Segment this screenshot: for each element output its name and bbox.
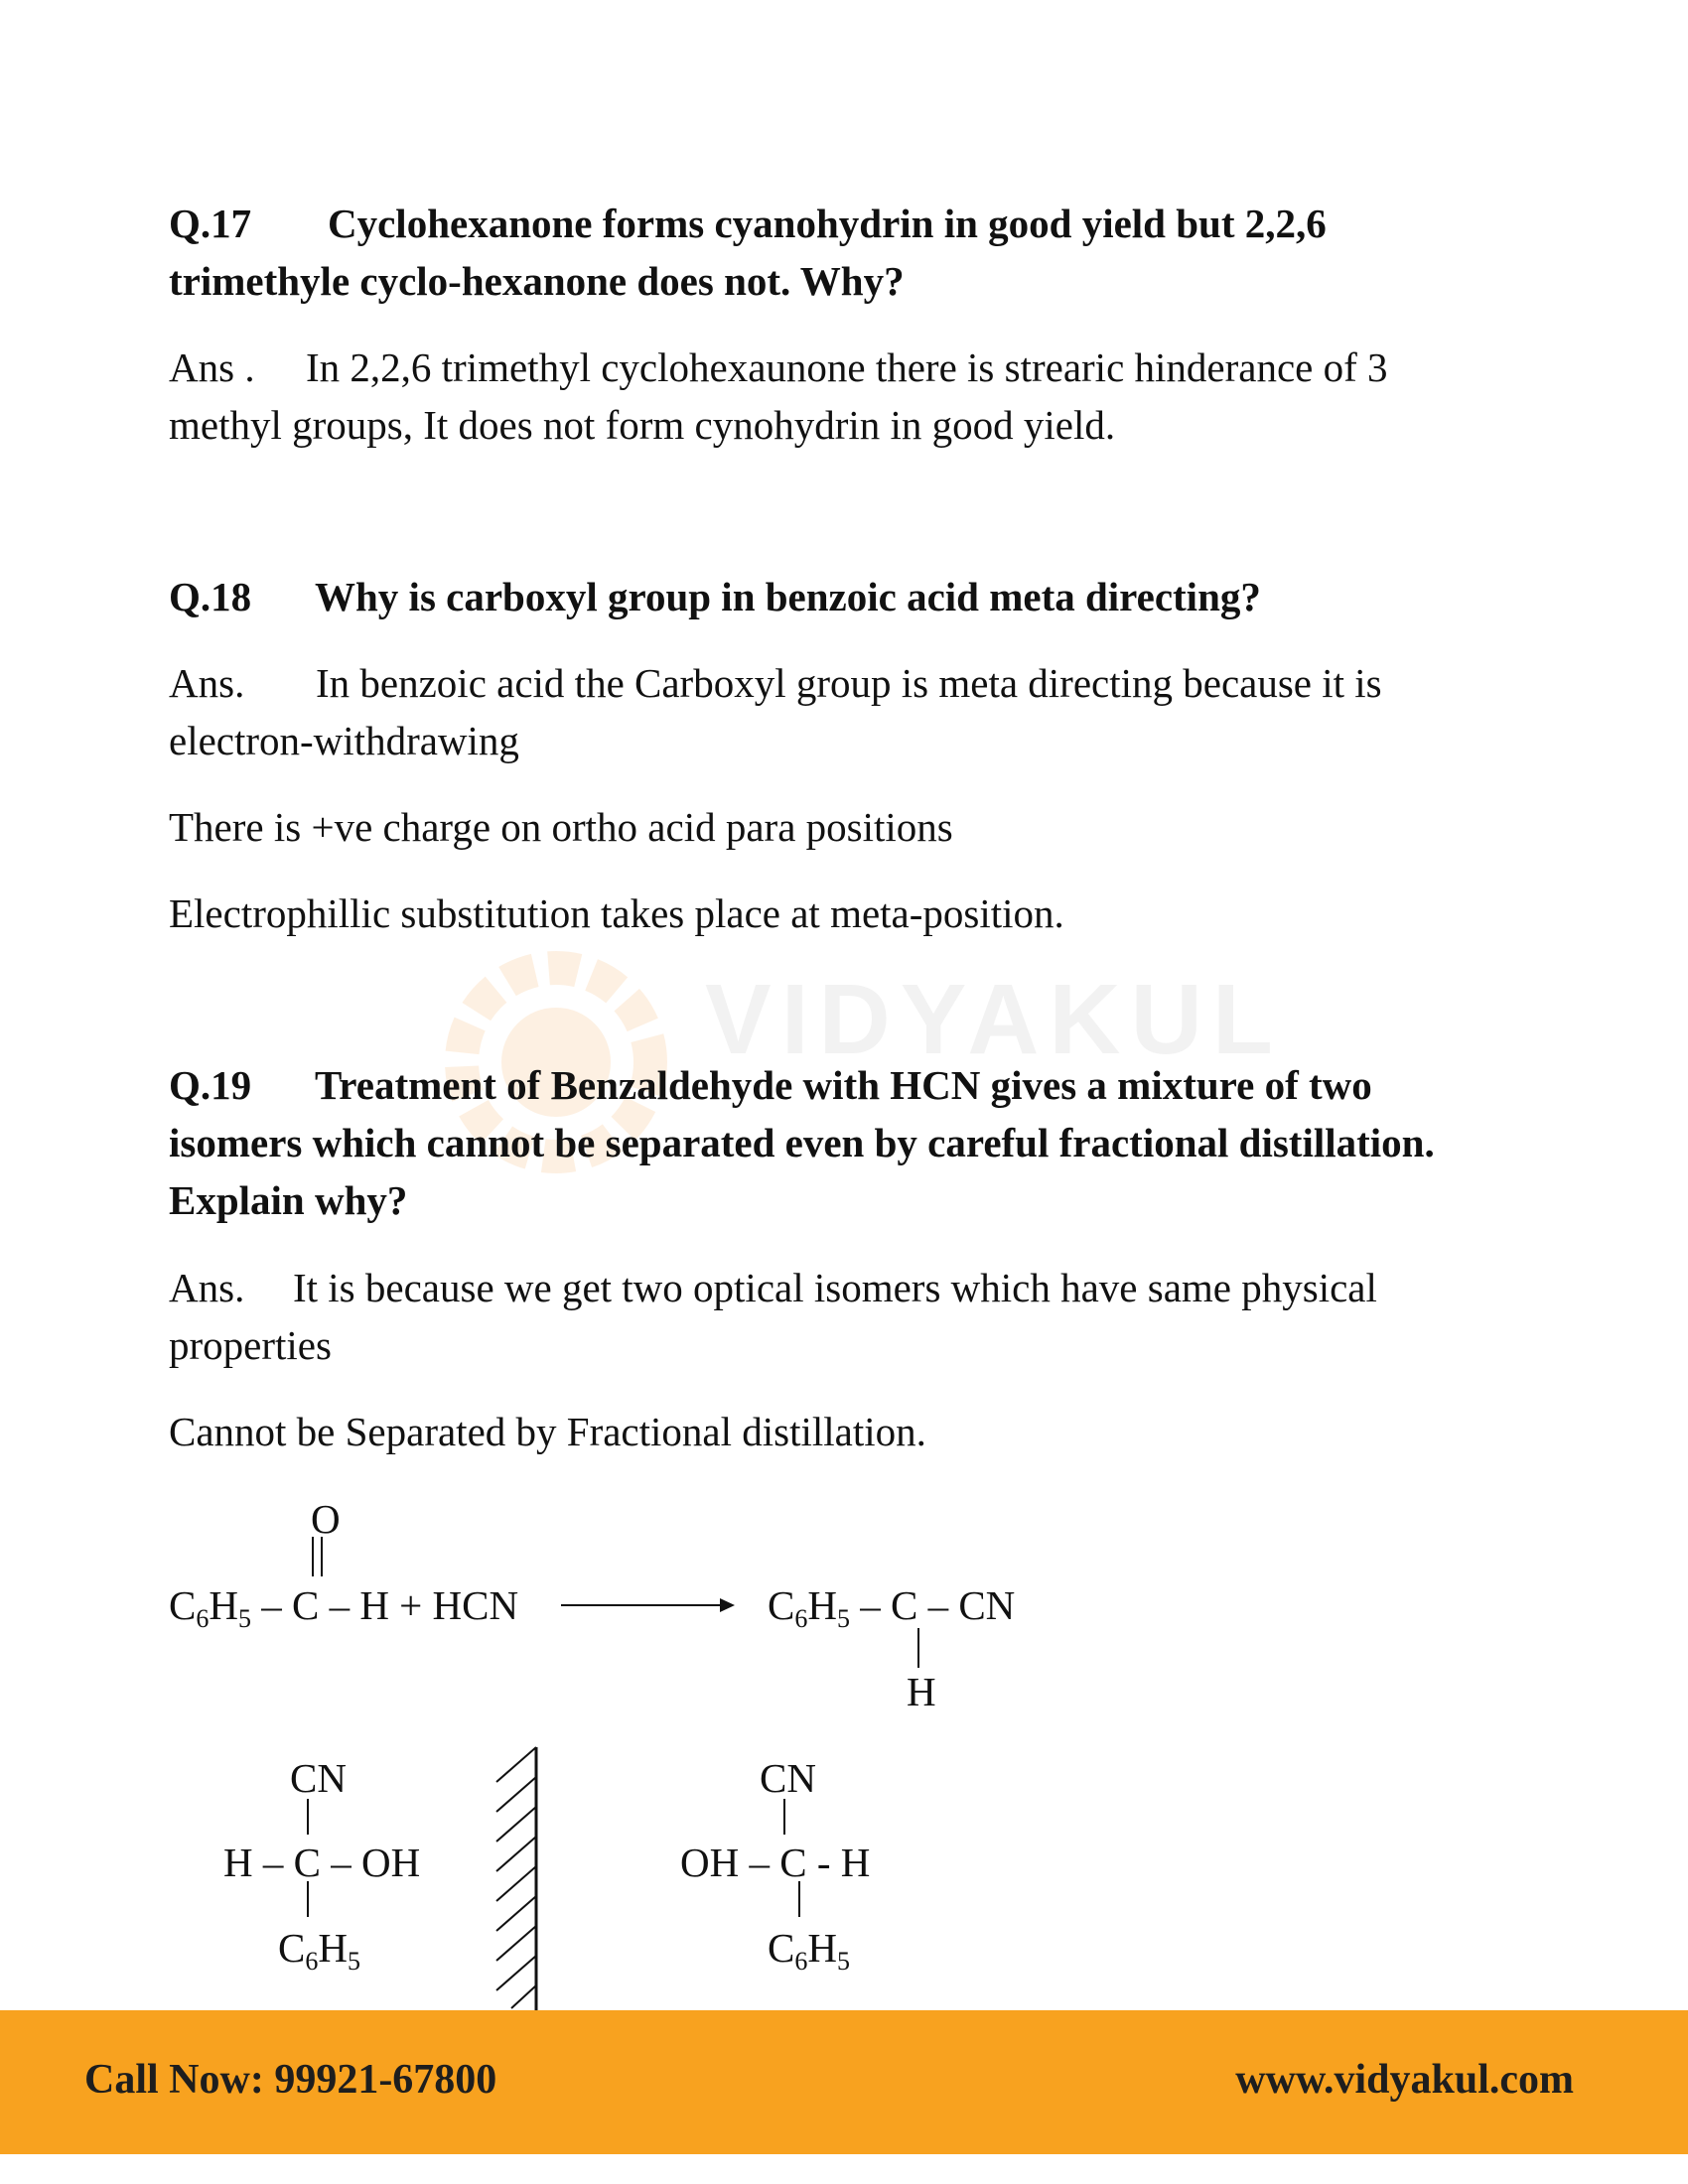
q17-question <box>169 195 1559 310</box>
isomer-left-middle: H – C – OH <box>223 1840 421 1885</box>
isomer-left-top: CN <box>290 1755 347 1801</box>
q18-answer-line2: electron-withdrawing <box>169 718 519 763</box>
q18-question <box>169 568 1559 625</box>
q19-number: Q.19 <box>169 1062 252 1108</box>
footer-bar <box>0 2010 1688 2154</box>
q19-answer-line2: properties <box>169 1322 332 1368</box>
q17-ans-label: Ans . <box>169 344 255 390</box>
isomer-right-top: CN <box>760 1755 816 1801</box>
website-link[interactable]: www.vidyakul.com <box>1235 2057 1574 2103</box>
mirror-plane <box>487 1742 546 2010</box>
bond-line <box>303 1881 313 1919</box>
q18-para2: There is +ve charge on ortho acid para positions <box>169 804 953 850</box>
isomer-left-bottom: $C_6H_5$ <box>278 1925 360 1976</box>
q19-answer-line1: It is because we get two optical isomers which have same physical <box>293 1265 1377 1310</box>
q18-answer-line1: In benzoic acid the Carboxyl group is meta directing because it is <box>316 660 1382 706</box>
reactant-formula: $C_6H_5$ – C – H + HCN <box>169 1582 519 1633</box>
bond-line <box>779 1799 789 1837</box>
reaction-oxygen: O <box>311 1496 341 1542</box>
q17-question-line1: Cyclohexanone forms cyanohydrin in good yield but 2,2,6 <box>328 201 1327 246</box>
q18-question-text: Why is carboxyl group in benzoic acid meta directing? <box>315 574 1261 619</box>
q17-answer <box>169 339 1559 454</box>
product-hydrogen: H <box>907 1669 936 1714</box>
bond-line <box>303 1799 313 1837</box>
q18-ans-label: Ans. <box>169 660 245 706</box>
double-bond <box>308 1537 328 1578</box>
q18-number: Q.18 <box>169 574 252 619</box>
q19-question-line3: Explain why? <box>169 1177 408 1223</box>
q17-question-line2: trimethyle cyclo-hexanone does not. Why? <box>169 258 905 304</box>
reaction-arrow <box>561 1593 735 1617</box>
q19-answer <box>169 1259 1559 1374</box>
single-bond <box>914 1628 923 1670</box>
q19-question <box>169 1056 1559 1229</box>
watermark-text: VIDYAKUL <box>705 964 1283 1075</box>
q19-question-line1: Treatment of Benzaldehyde with HCN gives a mixture of two <box>315 1062 1372 1108</box>
q17-number: Q.17 <box>169 201 252 246</box>
isomer-right-bottom: $C_6H_5$ <box>768 1925 850 1976</box>
product-formula: $C_6H_5$ – C – CN <box>768 1582 1016 1633</box>
q19-question-line2: isomers which cannot be separated even by careful fractional distillation. <box>169 1120 1435 1165</box>
q19-ans-label: Ans. <box>169 1265 245 1310</box>
q17-answer-line2: methyl groups, It does not form cynohydrin in good yield. <box>169 402 1116 448</box>
q18-para3: Electrophillic substitution takes place at meta-position. <box>169 890 1064 936</box>
isomer-right-middle: OH – C - H <box>680 1840 871 1885</box>
q17-answer-line1: In 2,2,6 trimethyl cyclohexaunone there is strearic hinderance of 3 <box>306 344 1388 390</box>
call-now-text[interactable]: Call Now: 99921-67800 <box>84 2057 497 2103</box>
q19-para2: Cannot be Separated by Fractional distillation. <box>169 1409 926 1454</box>
q18-answer <box>169 654 1559 769</box>
bond-line <box>794 1881 804 1919</box>
